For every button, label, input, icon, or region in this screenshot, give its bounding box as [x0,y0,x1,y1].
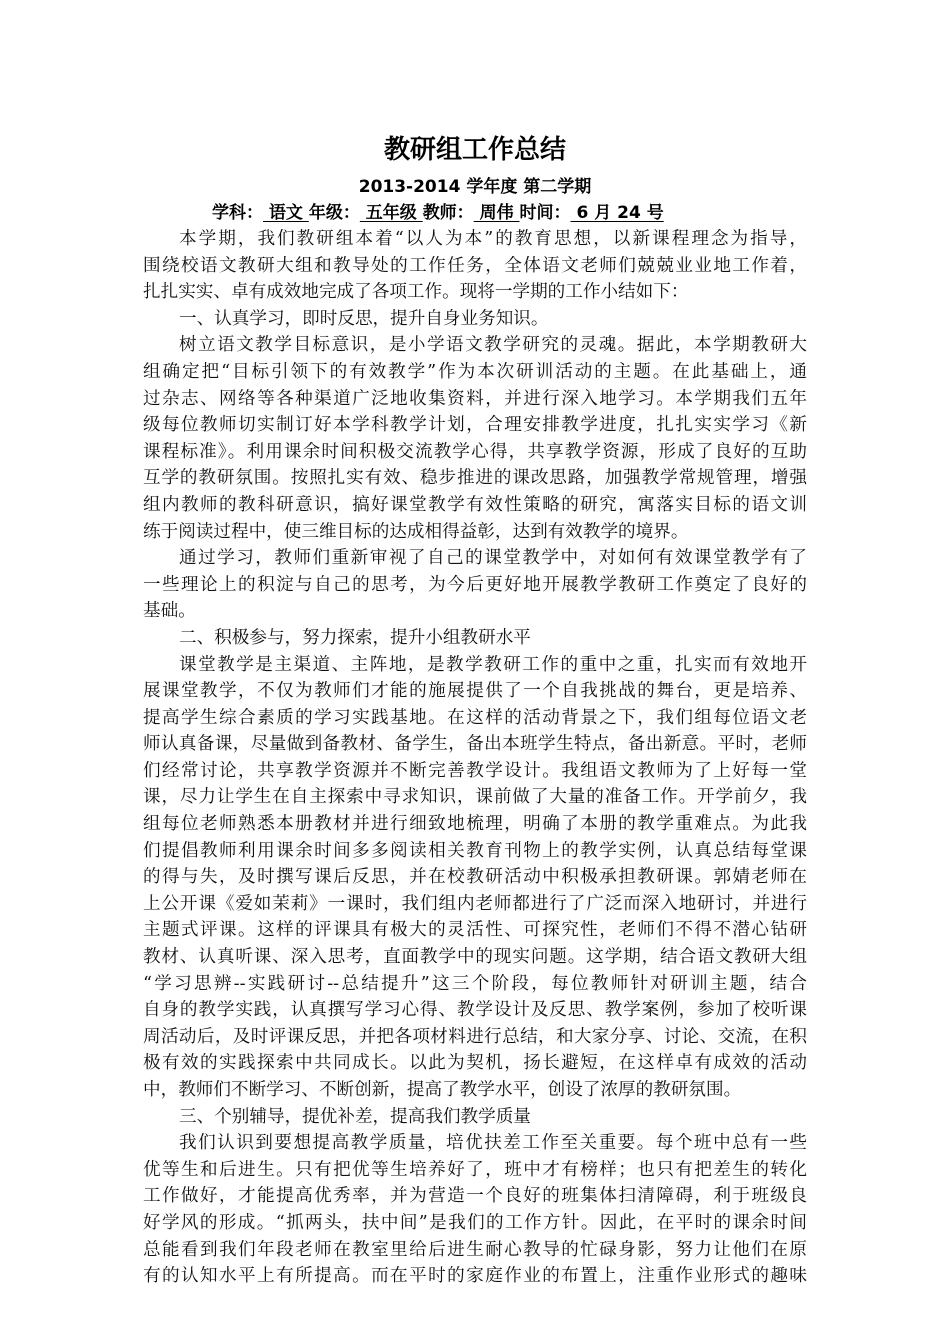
body-line: 优等生和后进生。只有把优等生培养好了，班中才有榜样；也只有把差生的转化 [143,1159,807,1180]
grade-value: 五年级 [359,203,423,223]
body-line: 我们认识到要想提高教学质量，培优扶差工作至关重要。每个班中总有一些 [179,1133,807,1154]
body-line: 互学的教研氛围。按照扎实有效、稳步推进的课改思路，加强教学常规管理，增强 [143,468,807,489]
subject-value: 语文 [263,203,309,223]
body-line: 本学期，我们教研组本着“以人为本”的教育思想，以新课程理念为指导， [179,229,807,249]
body-line: 教材、认真听课、深入思考，直面教学中的现实问题。这学期，结合语文教研大组 [143,947,807,968]
body-line: 通过学习，教师们重新审视了自己的课堂教学中，对如何有效课堂教学有了 [179,548,807,569]
body-line: 围绕校语文教研大组和教导处的工作任务，全体语文老师们兢兢业业地工作着， [143,255,807,276]
body-line: 们经常讨论，共享教学资源并不断完善教学设计。我组语文教师为了上好每一堂 [143,760,807,781]
body-line: 极有效的实践探索中共同成长。以此为契机，扬长避短，在这样卓有成效的活动 [143,1053,807,1074]
body-line: 级每位教师切实制订好本学科教学计划，合理安排教学进度，扎扎实实学习《新 [143,415,807,436]
body-line: 课堂教学是主渠道、主阵地，是教学教研工作的重中之重，扎实而有效地开 [179,654,807,675]
body-line: 课程标准》。利用课余时间积极交流教学心得，共享教学资源，形成了良好的互助 [143,441,807,462]
date-label: 时间： [519,203,571,223]
body-line: 一些理论上的积淀与自己的思考，为今后更好地开展教学教研工作奠定了良好的 [143,574,807,595]
body-line: 练于阅读过程中，使三维目标的达成相得益彰，达到有效教学的境界。 [143,521,689,542]
section-heading: 三、个别辅导，提优补差，提高我们教学质量 [179,1106,531,1127]
body-line: 组每位老师熟悉本册教材并进行细致地梳理，明确了本册的教学重难点。为此我 [143,814,807,835]
body-line: 树立语文教学目标意识，是小学语文教学研究的灵魂。据此，本学期教研大 [179,335,807,356]
body-line: 过杂志、网络等各种渠道广泛地收集资料，并进行深入地学习。本学期我们五年 [143,388,807,409]
body-line: 展课堂教学，不仅为教师们才能的施展提供了一个自我挑战的舞台，更是培养、 [143,681,807,702]
date-value: 6 月 24 号 [570,203,664,223]
body-line: 们提倡教师利用课余时间多多阅读相关教育刊物上的教学实例，认真总结每堂课 [143,840,807,861]
subject-label: 学科： [212,203,263,223]
body-line: 自身的教学实践，认真撰写学习心得、教学设计及反思、教学案例，参加了校听课 [143,1000,807,1021]
body-line: 主题式评课。这样的评课具有极大的灵活性、可探究性，老师们不得不潜心钻研 [143,920,807,941]
body-line: 有的认知水平上有所提高。而在平时的家庭作业的布置上，注重作业形式的趣味 [143,1266,807,1287]
document-meta-line [212,202,812,224]
body-line: 组确定把“目标引领下的有效教学”作为本次研训活动的主题。在此基础上，通 [143,361,807,382]
body-line: 课，尽力让学生在自主探索中寻求知识，课前做了大量的准备工作。开学前夕，我 [143,787,807,808]
teacher-value: 周伟 [473,203,520,223]
body-line: 总能看到我们年段老师在教室里给后进生耐心教导的忙碌身影，努力让他们在原 [143,1239,807,1260]
body-line: 工作做好，才能提高优秀率，并为营造一个良好的班集体扫清障碍，利于班级良 [143,1186,807,1207]
body-line: 周活动后，及时评课反思，并把各项材料进行总结，和大家分享、讨论、交流，在积 [143,1026,807,1047]
teacher-label: 教师： [422,203,474,223]
body-line: 师认真备课，尽量做到备教材、备学生，备出本班学生特点，备出新意。平时，老师 [143,734,807,755]
body-line: 好学风的形成。“抓两头，扶中间”是我们的工作方针。因此，在平时的课余时间 [143,1212,807,1233]
document-title: 教研组工作总结 [383,135,566,165]
document-subtitle: 2013-2014 学年度 第二学期 [358,177,592,197]
body-line: “学习思辨--实践研讨--总结提升”这三个阶段，每位教师针对研训主题，结合 [143,973,807,994]
document-body [143,226,807,1290]
body-line: 提高学生综合素质的学习实践基地。在这样的活动背景之下，我们组每位语文老 [143,707,807,728]
body-line: 扎扎实实、卓有成效地完成了各项工作。现将一学期的工作小结如下： [143,282,689,303]
body-line: 中，教师们不断学习、不断创新，提高了教学水平，创设了浓厚的教研氛围。 [143,1080,742,1100]
grade-label: 年级： [308,203,360,223]
body-line: 基础。 [143,601,196,622]
section-heading: 二、积极参与，努力探索，提升小组教研水平 [179,627,531,648]
section-heading: 一、认真学习，即时反思，提升自身业务知识。 [179,308,549,329]
body-line: 的得与失，及时撰写课后反思，并在校教研活动中积极承担教研课。郭婧老师在 [143,867,807,888]
body-line: 组内教师的教科研意识，搞好课堂教学有效性策略的研究，寓落实目标的语文训 [143,494,807,515]
body-line: 上公开课《爱如茉莉》一课时，我们组内老师都进行了广泛而深入地研讨，并进行 [143,893,807,914]
